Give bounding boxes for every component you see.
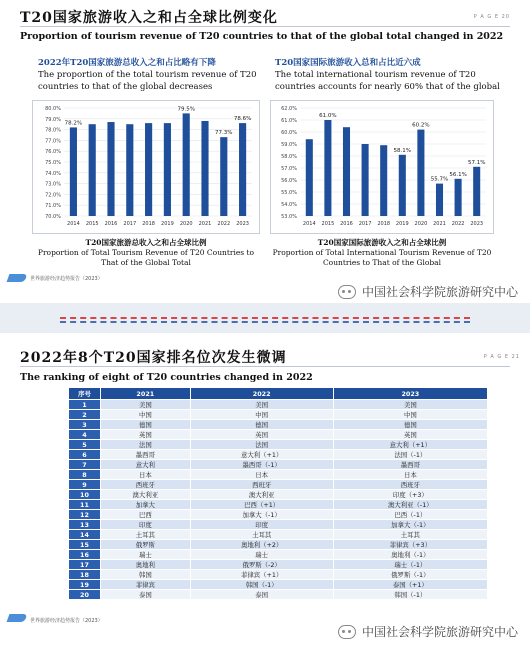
right-bar-chart <box>270 100 494 234</box>
country-cell: 西班牙 <box>190 480 333 490</box>
rank-cell: 11 <box>69 500 101 510</box>
x-tick-label: 2019 <box>395 221 409 227</box>
country-cell: 意大利（+1） <box>333 440 487 450</box>
country-cell: 加拿大（-1） <box>190 510 333 520</box>
x-tick-label: 2016 <box>104 221 118 227</box>
country-cell: 菲律宾 <box>101 580 191 590</box>
country-cell: 韩国 <box>101 570 191 580</box>
table-row <box>69 540 488 550</box>
country-cell: 巴西 <box>101 510 191 520</box>
country-cell: 意大利（+1） <box>190 450 333 460</box>
x-tick-label: 2017 <box>358 221 372 227</box>
table-row <box>69 580 488 590</box>
x-tick-label: 2023 <box>470 221 484 227</box>
country-cell: 巴西（-1） <box>333 510 487 520</box>
institution-logo <box>338 283 518 300</box>
table-row <box>69 430 488 440</box>
x-tick-label: 2018 <box>377 221 391 227</box>
left-bar-chart <box>32 100 260 234</box>
col-header-rank: 序号 <box>69 388 101 400</box>
data-label: 61.0% <box>319 113 337 119</box>
left-chart-heading-zh: 2022年T20国家旅游总收入之和占比略有下降 <box>38 58 216 68</box>
country-cell: 西班牙 <box>101 480 191 490</box>
data-label: 55.7% <box>430 176 449 183</box>
rank-cell: 17 <box>69 560 101 570</box>
country-cell: 德国 <box>190 420 333 430</box>
table-header-row <box>69 388 488 400</box>
y-tick-label: 70.0% <box>45 214 61 220</box>
title-rule-2 <box>20 366 510 367</box>
page-number: P A G E 20 <box>473 14 510 20</box>
right-chart-caption <box>270 238 494 268</box>
rank-cell: 4 <box>69 430 101 440</box>
y-tick-label: 62.0% <box>281 106 297 112</box>
bar <box>145 123 152 216</box>
table-row <box>69 410 488 420</box>
x-tick-label: 2022 <box>451 221 465 227</box>
rank-cell: 3 <box>69 420 101 430</box>
bar <box>164 123 171 216</box>
country-cell: 中国 <box>101 410 191 420</box>
country-cell: 奥地利（+2） <box>190 540 333 550</box>
country-cell: 印度 <box>101 520 191 530</box>
page-title-2: 2022年8个T20国家排名位次发生微调 <box>20 350 287 366</box>
x-tick-label: 2014 <box>67 221 80 227</box>
bar <box>89 124 96 216</box>
bar <box>201 121 208 216</box>
y-tick-label: 55.0% <box>281 190 297 196</box>
col-header-2022: 2022 <box>190 388 333 400</box>
country-cell: 韩国（-1） <box>190 580 333 590</box>
country-cell: 意大利 <box>101 460 191 470</box>
country-cell: 菲律宾（+1） <box>190 570 333 580</box>
table-row <box>69 490 488 500</box>
table-row <box>69 510 488 520</box>
country-cell: 日本 <box>101 470 191 480</box>
table-row <box>69 590 488 600</box>
country-cell: 澳大利亚 <box>190 490 333 500</box>
country-cell: 土耳其 <box>190 530 333 540</box>
country-cell: 菲律宾（+3） <box>333 540 487 550</box>
bar <box>362 144 369 216</box>
report-logo-icon <box>7 274 28 282</box>
rank-cell: 20 <box>69 590 101 600</box>
country-cell: 土耳其 <box>333 530 487 540</box>
x-tick-label: 2015 <box>85 221 99 227</box>
x-tick-label: 2022 <box>217 221 231 227</box>
country-cell: 泰国（+1） <box>333 580 487 590</box>
y-tick-label: 72.0% <box>45 192 61 199</box>
bar <box>455 179 462 216</box>
y-tick-label: 56.0% <box>281 178 297 184</box>
country-cell: 印度（+3） <box>333 490 487 500</box>
rank-cell: 18 <box>69 570 101 580</box>
country-cell: 美国 <box>190 400 333 410</box>
bar <box>417 130 424 216</box>
bar <box>107 122 114 216</box>
left-caption-zh: T20国家旅游总收入之和占全球比例 <box>85 238 207 247</box>
table-row <box>69 470 488 480</box>
x-tick-label: 2015 <box>321 221 335 227</box>
country-cell: 奥地利（-1） <box>333 550 487 560</box>
y-tick-label: 79.0% <box>45 116 61 123</box>
country-cell: 英国 <box>101 430 191 440</box>
country-cell: 巴西（+1） <box>190 500 333 510</box>
rank-cell: 10 <box>69 490 101 500</box>
page-subtitle: Proportion of tourism revenue of T20 countries to that of the global total changed in 2022 <box>20 31 504 42</box>
country-cell: 俄罗斯 <box>101 540 191 550</box>
data-label: 79.5% <box>177 106 195 113</box>
x-tick-label: 2021 <box>433 221 446 227</box>
country-cell: 俄罗斯（-1） <box>333 570 487 580</box>
y-tick-label: 78.0% <box>45 127 61 134</box>
source-note: 世界旅游经济趋势报告（2023） <box>30 276 103 282</box>
left-chart-caption <box>32 238 260 268</box>
rank-cell: 9 <box>69 480 101 490</box>
y-tick-label: 59.0% <box>281 142 297 148</box>
y-tick-label: 76.0% <box>45 149 61 156</box>
page-21 <box>0 333 530 649</box>
country-cell: 泰国 <box>190 590 333 600</box>
country-cell: 加拿大 <box>101 500 191 510</box>
country-cell: 西班牙 <box>333 480 487 490</box>
y-tick-label: 74.0% <box>45 170 61 177</box>
country-cell: 中国 <box>333 410 487 420</box>
country-cell: 瑞士 <box>190 550 333 560</box>
rank-cell: 16 <box>69 550 101 560</box>
table-row <box>69 530 488 540</box>
wechat-icon-2 <box>338 625 356 639</box>
y-tick-label: 80.0% <box>45 106 61 112</box>
country-cell: 英国 <box>333 430 487 440</box>
y-tick-label: 53.0% <box>281 214 297 220</box>
bar <box>380 145 387 216</box>
col-header-2023: 2023 <box>333 388 487 400</box>
y-tick-label: 73.0% <box>45 181 61 188</box>
bar <box>306 139 313 216</box>
col-header-2021: 2021 <box>101 388 191 400</box>
data-label: 60.2% <box>412 122 430 129</box>
institution-name-2: 中国社会科学院旅游研究中心 <box>361 625 518 639</box>
rank-cell: 2 <box>69 410 101 420</box>
data-label: 77.3% <box>215 130 233 137</box>
bar <box>220 137 227 216</box>
country-cell: 澳大利亚（-1） <box>333 500 487 510</box>
table-row <box>69 460 488 470</box>
country-cell: 土耳其 <box>101 530 191 540</box>
country-cell: 日本 <box>190 470 333 480</box>
data-label: 78.2% <box>64 120 83 127</box>
table-row <box>69 420 488 430</box>
rank-cell: 14 <box>69 530 101 540</box>
title-rule <box>20 26 510 27</box>
right-caption-en: Proportion of Total International Tourism Revenue of T20 Countries to That of the Global <box>272 248 492 267</box>
page-subtitle-2: The ranking of eight of T20 countries changed in 2022 <box>20 372 313 383</box>
page-title: T20国家旅游收入之和占全球比例变化 <box>20 10 278 26</box>
table-row <box>69 500 488 510</box>
country-cell: 法国 <box>101 440 191 450</box>
right-caption-zh: T20国家国际旅游收入之和占全球比例 <box>317 238 447 247</box>
data-label: 56.1% <box>449 171 467 178</box>
country-cell: 法国（-1） <box>333 450 487 460</box>
y-tick-label: 54.0% <box>281 202 297 208</box>
right-chart-heading-zh: T20国家国际旅游收入总和占比近六成 <box>275 58 421 68</box>
y-tick-label: 71.0% <box>45 203 61 210</box>
data-label: 57.1% <box>467 159 486 166</box>
table-row <box>69 560 488 570</box>
country-cell: 俄罗斯（-2） <box>190 560 333 570</box>
institution-logo-2 <box>338 623 518 640</box>
table-row <box>69 550 488 560</box>
data-label: 78.6% <box>233 116 252 123</box>
table-row <box>69 400 488 410</box>
page-number-2: P A G E 21 <box>483 354 520 360</box>
table-row <box>69 520 488 530</box>
y-tick-label: 61.0% <box>281 118 297 124</box>
rank-cell: 19 <box>69 580 101 590</box>
bar <box>399 155 406 216</box>
institution-name: 中国社会科学院旅游研究中心 <box>361 285 518 299</box>
country-cell: 印度 <box>190 520 333 530</box>
country-cell: 德国 <box>101 420 191 430</box>
country-cell: 日本 <box>333 470 487 480</box>
wechat-icon <box>338 285 356 299</box>
y-tick-label: 75.0% <box>45 160 61 166</box>
table-row <box>69 480 488 490</box>
page-20 <box>0 0 530 303</box>
country-cell: 韩国（-1） <box>333 590 487 600</box>
left-chart-heading-en: The proportion of the total tourism revenue of T20 countries to that of the global decreases <box>38 70 257 92</box>
x-tick-label: 2018 <box>142 221 155 227</box>
table-row <box>69 570 488 580</box>
source-note-2: 世界旅游经济趋势报告（2023） <box>30 618 103 624</box>
page-divider-blue <box>60 321 470 323</box>
rank-cell: 12 <box>69 510 101 520</box>
table-row <box>69 440 488 450</box>
country-cell: 加拿大（-1） <box>333 520 487 530</box>
country-cell: 墨西哥 <box>101 450 191 460</box>
bar <box>343 127 350 216</box>
rank-cell: 13 <box>69 520 101 530</box>
country-cell: 墨西哥（-1） <box>190 460 333 470</box>
country-cell: 美国 <box>333 400 487 410</box>
bar <box>473 167 480 216</box>
bar <box>126 124 133 216</box>
x-tick-label: 2016 <box>340 221 353 227</box>
rank-cell: 6 <box>69 450 101 460</box>
rank-cell: 15 <box>69 540 101 550</box>
x-tick-label: 2014 <box>302 221 316 227</box>
y-tick-label: 57.0% <box>281 166 297 172</box>
y-tick-label: 58.0% <box>281 154 297 160</box>
country-cell: 英国 <box>190 430 333 440</box>
bar <box>324 120 331 216</box>
bar <box>70 127 77 216</box>
x-tick-label: 2017 <box>123 221 137 227</box>
country-cell: 瑞士 <box>101 550 191 560</box>
right-chart-heading-en: The total international tourism revenue of T20 countries accounts for nearly 60% that of the global <box>275 70 500 92</box>
data-label: 58.1% <box>393 147 412 154</box>
rank-cell: 1 <box>69 400 101 410</box>
bar <box>239 123 246 216</box>
country-cell: 奥地利 <box>101 560 191 570</box>
country-cell: 墨西哥 <box>333 460 487 470</box>
country-cell: 澳大利亚 <box>101 490 191 500</box>
country-cell: 中国 <box>190 410 333 420</box>
x-tick-label: 2021 <box>198 221 212 227</box>
country-cell: 德国 <box>333 420 487 430</box>
table-row <box>69 450 488 460</box>
x-tick-label: 2020 <box>414 221 428 227</box>
ranking-table <box>68 387 488 600</box>
rank-cell: 5 <box>69 440 101 450</box>
x-tick-label: 2023 <box>236 221 249 227</box>
rank-cell: 8 <box>69 470 101 480</box>
report-logo-icon-2 <box>7 614 28 622</box>
bar <box>436 184 443 216</box>
country-cell: 美国 <box>101 400 191 410</box>
x-tick-label: 2019 <box>161 221 174 227</box>
bar <box>183 113 190 216</box>
rank-cell: 7 <box>69 460 101 470</box>
country-cell: 泰国 <box>101 590 191 600</box>
left-caption-en: Proportion of Total Tourism Revenue of T20 Countries to That of the Global Total <box>37 248 255 267</box>
y-tick-label: 60.0% <box>281 130 297 136</box>
y-tick-label: 77.0% <box>45 138 61 145</box>
country-cell: 法国 <box>190 440 333 450</box>
country-cell: 瑞士（-1） <box>333 560 487 570</box>
x-tick-label: 2020 <box>179 221 193 227</box>
